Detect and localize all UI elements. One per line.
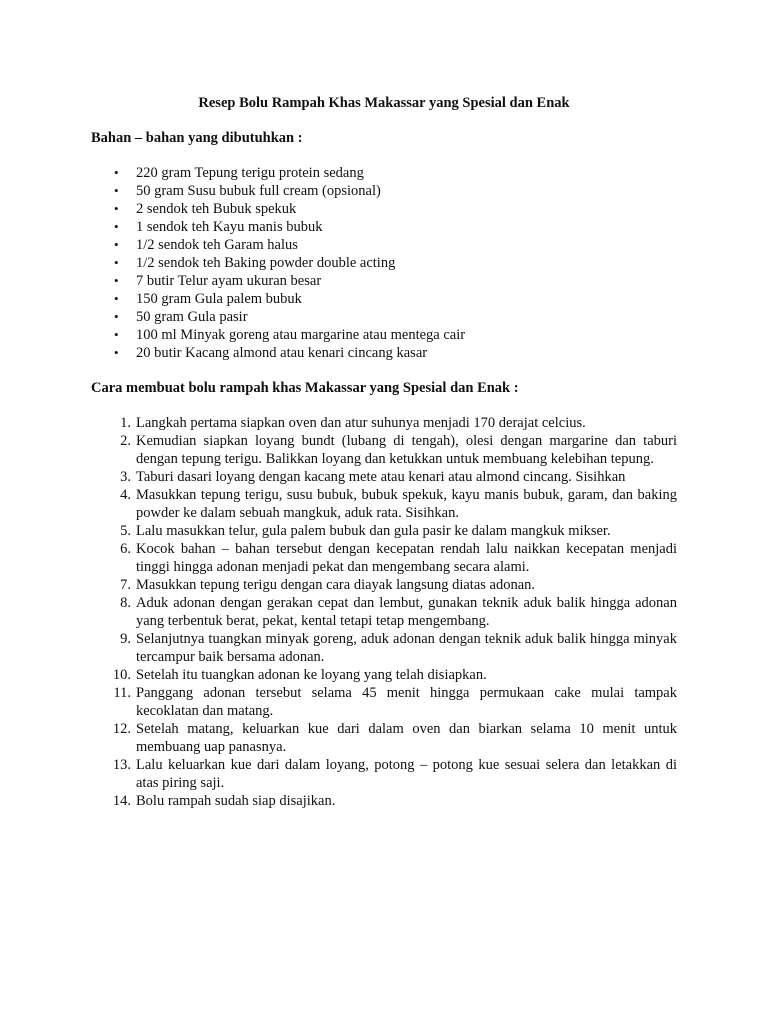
step-number: 11. [113,685,131,701]
step-text: Masukkan tepung terigu, susu bubuk, bubuk spekuk, kayu manis bubuk, garam, dan baking powder ke dalam sebuah mangkuk, aduk rata. Sisihkan. [136,487,677,521]
step-item [0,756,768,792]
step-item [0,792,768,810]
step-text: Aduk adonan dengan gerakan cepat dan lembut, gunakan teknik aduk balik hingga adonan yang terbentuk berat, pekat, kental tetapi tetap mengembang. [136,595,677,629]
step-item [0,540,768,576]
document-title: Resep Bolu Rampah Khas Makassar yang Spesial dan Enak [198,95,570,111]
step-number: 1. [120,415,131,431]
step-text: Taburi dasari loyang dengan kacang mete atau kenari atau almond cincang. Sisihkan [136,469,626,485]
ingredient-item [0,308,768,326]
ingredient-text: 7 butir Telur ayam ukuran besar [136,273,322,289]
bullet-icon: • [114,201,119,216]
step-number: 9. [120,631,131,647]
step-text: Masukkan tepung terigu dengan cara diayak langsung diatas adonan. [136,577,536,593]
ingredient-item [0,272,768,290]
steps-list [0,414,768,810]
ingredient-item [0,182,768,200]
ingredient-text: 150 gram Gula palem bubuk [136,291,302,307]
step-text: Langkah pertama siapkan oven dan atur suhunya menjadi 170 derajat celcius. [136,415,586,431]
ingredient-text: 1/2 sendok teh Garam halus [136,237,298,253]
step-number: 10. [112,667,131,683]
step-number: 4. [120,487,131,503]
ingredient-item [0,236,768,254]
steps-heading: Cara membuat bolu rampah khas Makassar yang Spesial dan Enak : [91,380,519,396]
step-item [0,486,768,522]
bullet-icon: • [114,255,119,270]
ingredient-item [0,218,768,236]
ingredient-text: 50 gram Gula pasir [136,309,248,325]
ingredient-item [0,344,768,362]
step-item [0,720,768,756]
step-number: 14. [112,793,131,809]
step-text: Bolu rampah sudah siap disajikan. [136,793,336,809]
step-text: Kemudian siapkan loyang bundt (lubang di tengah), olesi dengan margarine dan taburi dengan tepung terigu. Balikkan loyang dan ketukkan untuk membuang kelebihan tepung. [136,433,677,467]
bullet-icon: • [114,237,119,252]
step-number: 13. [112,757,131,773]
step-number: 5. [120,523,131,539]
bullet-icon: • [114,327,119,342]
step-text: Lalu keluarkan kue dari dalam loyang, potong – potong kue sesuai selera dan letakkan di atas piring saji. [136,757,677,791]
bullet-icon: • [114,309,119,324]
step-item [0,630,768,666]
ingredient-item [0,254,768,272]
step-item [0,414,768,432]
bullet-icon: • [114,273,119,288]
step-number: 2. [120,433,131,449]
ingredient-item [0,164,768,182]
step-text: Kocok bahan – bahan tersebut dengan kecepatan rendah lalu naikkan kecepatan menjadi tinggi hingga adonan menjadi pekat dan mengembang secara alami. [136,541,677,575]
step-number: 12. [112,721,131,737]
ingredient-item [0,326,768,344]
bullet-icon: • [114,291,119,306]
ingredients-list [0,164,768,362]
bullet-icon: • [114,345,119,360]
step-text: Setelah itu tuangkan adonan ke loyang yang telah disiapkan. [136,667,487,683]
step-text: Selanjutnya tuangkan minyak goreng, aduk adonan dengan teknik aduk balik hingga minyak tercampur baik bersama adonan. [136,631,677,665]
step-item [0,522,768,540]
bullet-icon: • [114,165,119,180]
step-number: 3. [120,469,131,485]
step-text: Panggang adonan tersebut selama 45 menit hingga permukaan cake mulai tampak kecoklatan dan matang. [136,685,677,719]
ingredient-item [0,200,768,218]
step-item [0,576,768,594]
ingredient-text: 50 gram Susu bubuk full cream (opsional) [136,183,381,199]
ingredient-text: 100 ml Minyak goreng atau margarine atau mentega cair [136,327,466,343]
bullet-icon: • [114,219,119,234]
step-item [0,684,768,720]
step-text: Lalu masukkan telur, gula palem bubuk dan gula pasir ke dalam mangkuk mikser. [136,523,611,539]
step-number: 8. [120,595,131,611]
ingredient-text: 220 gram Tepung terigu protein sedang [136,165,364,181]
step-number: 7. [120,577,131,593]
ingredient-item [0,290,768,308]
ingredient-text: 2 sendok teh Bubuk spekuk [136,201,297,217]
step-item [0,594,768,630]
ingredients-heading: Bahan – bahan yang dibutuhkan : [91,130,303,146]
step-item [0,468,768,486]
ingredient-text: 1 sendok teh Kayu manis bubuk [136,219,323,235]
ingredient-text: 20 butir Kacang almond atau kenari cincang kasar [136,345,428,361]
bullet-icon: • [114,183,119,198]
ingredient-text: 1/2 sendok teh Baking powder double acting [136,255,396,271]
step-number: 6. [120,541,131,557]
step-item [0,666,768,684]
step-item [0,432,768,468]
step-text: Setelah matang, keluarkan kue dari dalam oven dan biarkan selama 10 menit untuk membuang uap panasnya. [136,721,677,755]
